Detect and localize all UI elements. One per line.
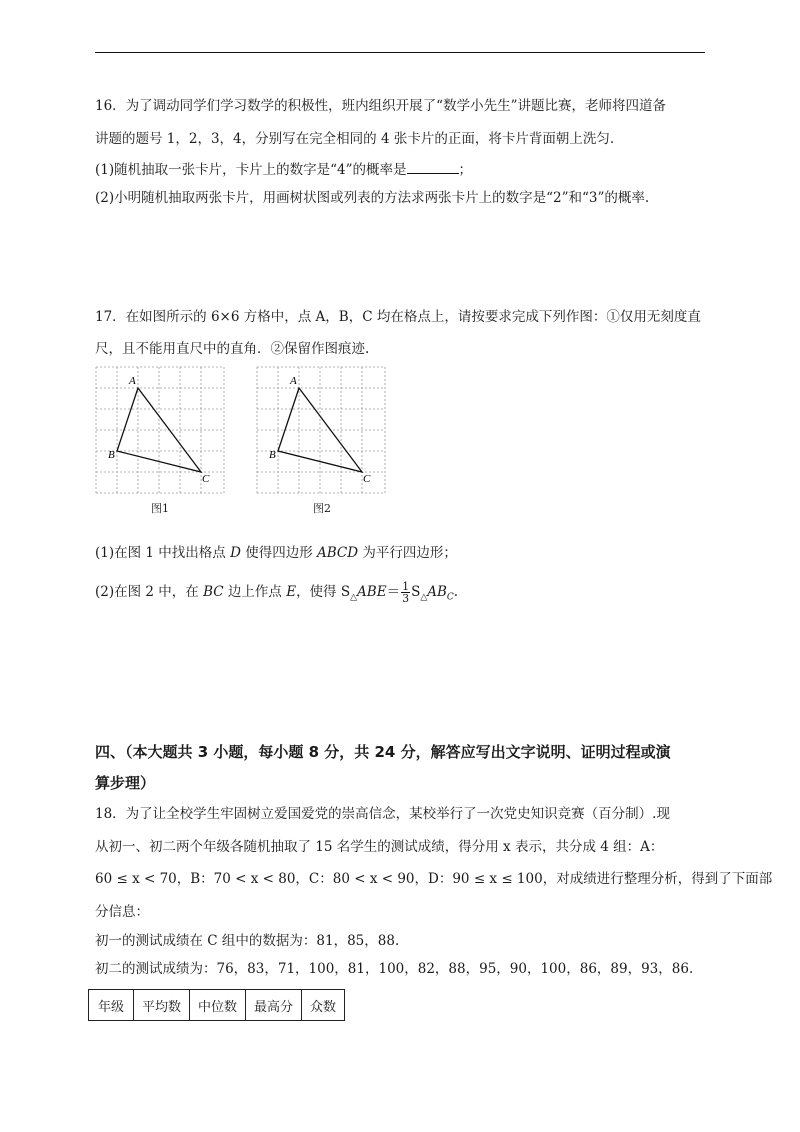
header-rule — [95, 52, 705, 53]
score-table — [88, 989, 345, 1021]
label-b: B — [108, 449, 115, 461]
q18-line4: 分信息： — [95, 904, 149, 920]
q16-part1 — [95, 161, 472, 179]
fraction-one-third — [401, 581, 410, 604]
q17-part2-text: (2)在图 2 中，在 — [95, 584, 204, 600]
q16-line1: 16．为了调动同学们学习数学的积极性，班内组织开展了“数学小先生”讲题比赛，老师将四道备 — [95, 98, 666, 114]
q16-line2: 讲题的题号 1，2，3，4，分别写在完全相同的 4 张卡片的正面，将卡片背面朝上洗匀. — [95, 131, 615, 147]
section-4-title-line2: 算步理） — [95, 774, 156, 792]
point-e: E — [286, 584, 297, 600]
point-d: D — [230, 545, 241, 561]
label-c: C — [202, 473, 210, 485]
q17-part1 — [95, 544, 457, 562]
table-header-cell: 众数 — [302, 990, 345, 1021]
fraction-numerator: 1 — [402, 580, 410, 593]
quad-abcd: ABCD — [317, 545, 359, 561]
triangle-symbol: △ — [350, 592, 358, 603]
figure-2-caption: 图2 — [313, 502, 331, 515]
q17-line1: 17．在如图所示的 6×6 方格中，点 A，B，C 均在格点上，请按要求完成下列作图：①仅用无刻度直 — [95, 309, 701, 325]
table-header-cell: 平均数 — [134, 990, 190, 1021]
figure-1-grid — [95, 366, 225, 494]
q17-part1-text: 使得四边形 — [240, 545, 318, 561]
q18-line2: 从初一、初二两个年级各随机抽取了 15 名学生的测试成绩，得分用 x 表示，共分成 4 组：A： — [95, 839, 664, 855]
equals-sign: ＝ — [386, 584, 401, 600]
q17-part1-text: 为平行四边形； — [358, 545, 457, 561]
q18-line1: 18．为了让全校学生牢固树立爱国爱党的崇高信念，某校举行了一次党史知识竞赛（百分制）.现 — [95, 806, 670, 822]
q18-line5: 初一的测试成绩在 C 组中的数据为：81，85，88. — [95, 933, 400, 949]
answer-blank[interactable] — [407, 161, 459, 174]
q16-part1-end: ； — [458, 162, 473, 178]
figure-2-grid — [256, 366, 386, 494]
q16-part1-text: (1)随机抽取一张卡片，卡片上的数字是“4”的概率是 — [95, 162, 407, 178]
table-header-cell: 中位数 — [190, 990, 246, 1021]
triangle-abe: ABE — [357, 584, 387, 600]
label-b: B — [269, 449, 276, 461]
table-header-cell: 年级 — [89, 990, 134, 1021]
table-header-cell: 最高分 — [246, 990, 302, 1021]
triangle-abc-text: AB — [427, 584, 447, 600]
label-a: A — [129, 375, 136, 387]
q17-line2: 尺，且不能用直尺中的直角．②保留作图痕迹. — [95, 341, 370, 357]
q18-line6: 初二的测试成绩为：76，83，71，100，81，100，82，88，95，90，100，86，89，93，86. — [95, 961, 694, 977]
table-header-row — [89, 990, 345, 1021]
q17-part2-text: ，使得 S — [296, 584, 351, 600]
label-a: A — [290, 375, 297, 387]
fraction-denominator: 3 — [402, 592, 410, 605]
q16-part2: (2)小明随机抽取两张卡片，用画树状图或列表的方法求两张卡片上的数字是“2”和“3”的概率. — [95, 190, 650, 206]
q17-part2-text: 边上作点 — [223, 584, 287, 600]
triangle-abc-sub: C — [446, 592, 454, 603]
q17-part2 — [95, 581, 458, 607]
triangle-symbol: △ — [420, 592, 428, 603]
area-symbol: S — [411, 584, 421, 600]
q17-part1-text: (1)在图 1 中找出格点 — [95, 545, 231, 561]
section-4-title-line1: 四、（本大题共 3 小题，每小题 8 分，共 24 分，解答应写出文字说明、证明过程或演 — [95, 743, 671, 761]
period: . — [453, 584, 459, 600]
label-c: C — [363, 473, 371, 485]
segment-bc: BC — [203, 584, 224, 600]
q18-line3: 60 ≤ x < 70，B：70 < x < 80，C：80 < x < 90，D：90 ≤ x ≤ 100，对成绩进行整理分析，得到了下面部 — [95, 871, 773, 887]
figure-1-caption: 图1 — [151, 502, 169, 515]
